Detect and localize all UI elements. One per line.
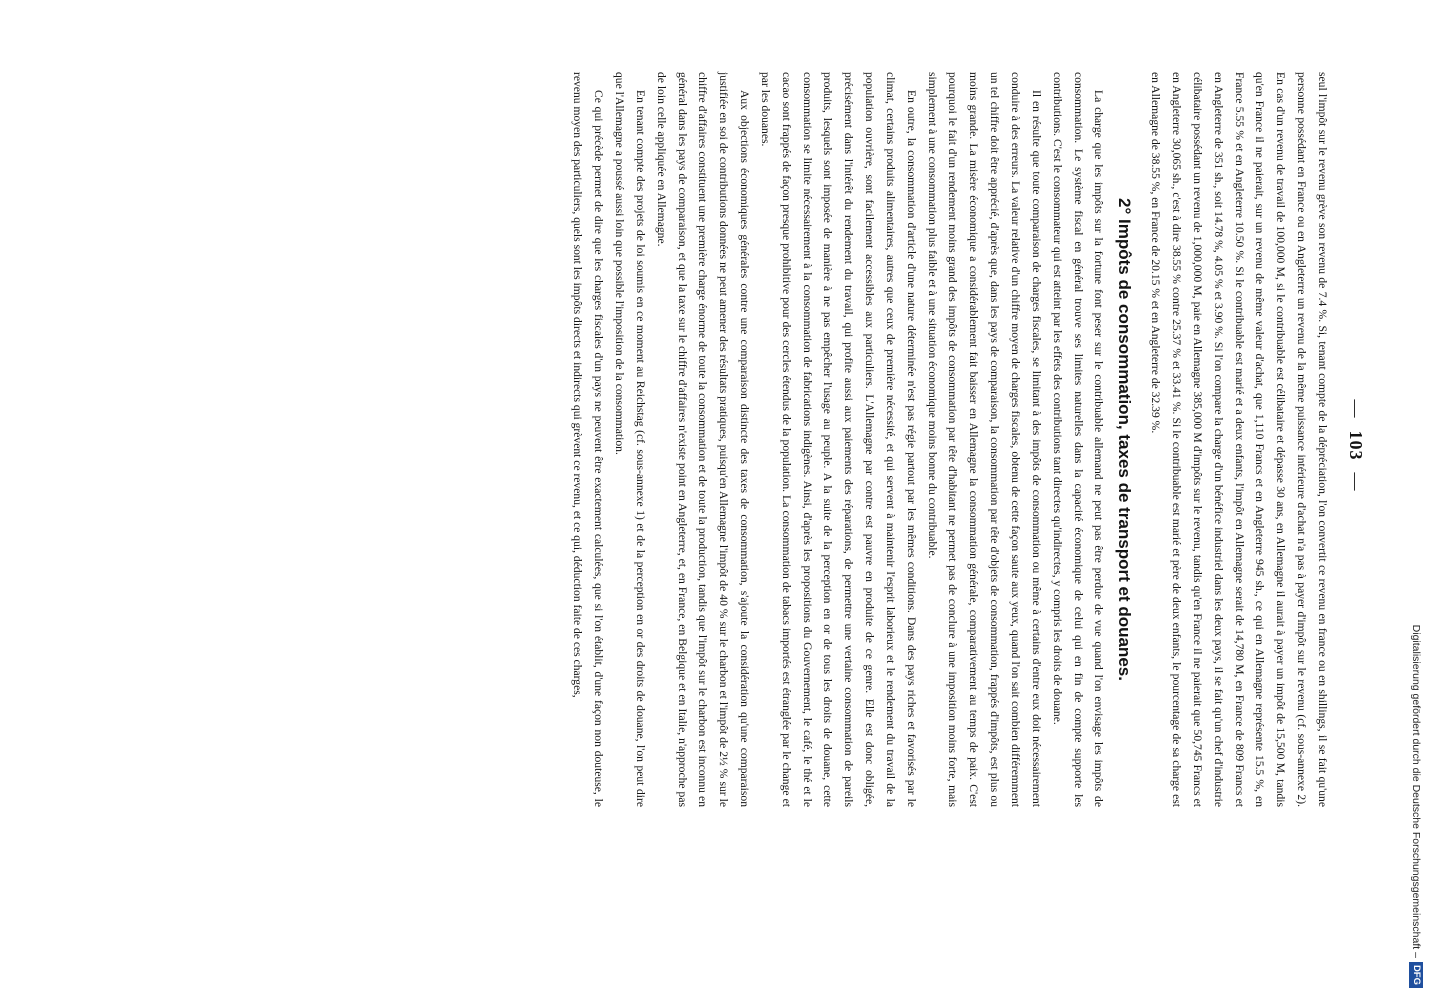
section-paragraph: Ce qui précède permet de dire que les charges fiscales d'un pays ne peuvent être exactement calculées, que si l'on établit, d'une façon non douteuse, le revenu moyen des particuliers, quels sont les impôts directs et indirects qui grèvent ce revenu, et ce qui, déduction faite de ces charges, <box>571 72 606 807</box>
section-heading: 2° Impôts de consommation, taxes de transport et douanes. <box>1115 198 1135 681</box>
credit-text: Digitalisierung gefördert durch die Deutsche Forschungsgemeinschaft – <box>1409 624 1422 958</box>
section-paragraph: La charge que les impôts sur la fortune font peser sur le contribuable allemand ne peut pas être perdue de vue quand l'on envisage les impôts de consommation. Le système fiscal en général trouve ses limites naturelles dans la capacité économique de celui qui en fin de compte supporte les contributions. C'est le consommateur qui est atteint par les effets des contributions tant directes qu'indirectes, y compris les droits de douane. <box>1050 72 1106 807</box>
paragraph-intro: seul l'impôt sur le revenu grève son revenu de 7.4 %. Si, tenant compte de la dépréciation, l'on convertit ce revenu en france ou en shillings, il se fait qu'une personne possédant en France ou en Angleterre un revenu de la même puissance intérieure d'achat n'a pas à payer d'impôt sur le revenu (cf. sous-annexe 2). En cas d'un revenu de travail de 100,000 M, si le contribuable est célibataire et dépasse 30 ans, en Allemagne il aurait à payer un impôt de 15,500 M, tandis qu'en France il ne paierait, sur un revenu de même valeur d'achat, que 1,110 Francs et en Angleterre 945 sh., ce qui en Allemagne représente 15.5 %, en France 5.55 % et en Angleterre 10.50 %. Si le contribuable est marié et a deux enfants, l'impôt en Allemagne serait de 14,780 M, en France de 809 Francs et en Angleterre de 351 sh., soit 14.78 %, 4.05 % et 3.90 %. Si l'on compare la charge d'un bénéfice industriel dans les deux pays, il se fait qu'un chef d'industrie célibataire possédant un revenu de 1,000,000 M, paie en Allemagne 385,000 M d'impôts sur le revenu, tandis qu'en France il ne paierait que 50,745 Francs et en Angleterre 30,065 sh., c'est à dire 38.55 % contre 25.37 % et 33.41 %. Si le contribuable est marié et père de deux enfants, le pourcentage de sa charge est en Allemagne de 38.55 %, en France de 20.15 % et en Angleterre de 32.39 %. <box>1149 72 1329 807</box>
header-dash-right: — <box>1346 472 1366 492</box>
section-paragraph: En tenant compte des projets de loi soumis en ce moment au Reichstag (cf. sous-annexe 1) et de la perception en or des droits de douane, l'on peut dire que l'Allemagne a poussé aussi loin que possible l'imposition de la consommation. <box>613 72 647 807</box>
dfg-logo: DFG <box>1409 962 1423 988</box>
page-body <box>82 72 1332 807</box>
section-paragraph: En outre, la consommation d'article d'une nature déterminée n'est pas régie partout par les mêmes conditions. Dans des pays riches et favorisés par le climat, certains produits alimentaires, autres que ceux de première nécessité, et qui servent à maintenir l'esprit laborieux et le rendement du travail de la population ouvrière, sont facilement accessibles aux particuliers. L'Allemagne par contre est pauvre en produite de ce genre. Elle est donc obligée, précisément dans l'intérêt du rendement du travail, qui profite aussi aux paiements des réparations, de permettre une vertaine consommation de pareils produits, lesquels sont imposée de manière à ne pas empêcher l'usage au peuple. A la suite de la perception en or de tous les droits de douane, cette consommation se limite nécessairement à la consommation de fabrications indigènes. Ainsi, d'après les propositions du Gouvernement, le café, le thé et le cacao sont frappés de façon presque prohibitive pour des cercles étendus de la population. La consommation de tabacs importés est étranglée par le change et par les douanes. <box>758 72 918 807</box>
page-number: 103 <box>1346 430 1366 461</box>
section-paragraph: Il en résulte que toute comparaison de charges fiscales, se limitant à des impôts de consommation ou même à certains d'entre eux doit nécessairement conduire à des erreurs. La valeur relative d'un chiffre moyen de charges fiscales, obtenu de cette façon saute aux yeux, quand l'on sait combien différemment un tel chiffre doit être apprécié, d'après que, dans les pays de comparaison, la consommation par tête d'objets de consommation, frappés d'impôts, est plus ou moins grande. La misère économique a considérablement fait baisser en Allemagne la consommation générale, comparativement au temps de paix. C'est pourquoi le fait d'un rendement moins grand des impôts de consommation par tête d'habitant ne permet pas de conclure à une imposition moins forte, mais simplement à une consommation plus faible et à une situation économique moins bonne du contribuable. <box>925 72 1043 807</box>
digitization-credit <box>1408 0 1424 1000</box>
page-number-header <box>1345 78 1366 813</box>
section-paragraph: Aux objections économiques générales contre une comparaison distincte des taxes de consommation, s'ajoute la considération qu'une comparaison justifiée en soi de contributions données ne peut amener des résultats pratiques, puisqu'en Allemagne l'impôt de 40 % sur le charbon et l'impôt de 2½ % sur le chiffre d'affaires constituent une première charge énorme de toute la consommation et de toute la production, tandis que l'impôt sur le charbon est inconnu en général dans les pays de comparaison, et que la taxe sur le chiffre d'affaires n'existe point en Angleterre, et, en France, en Belgique et en Italie, n'approche pas de loin celle appliquée en Allemagne. <box>654 72 752 807</box>
header-dash-left: — <box>1346 399 1366 419</box>
